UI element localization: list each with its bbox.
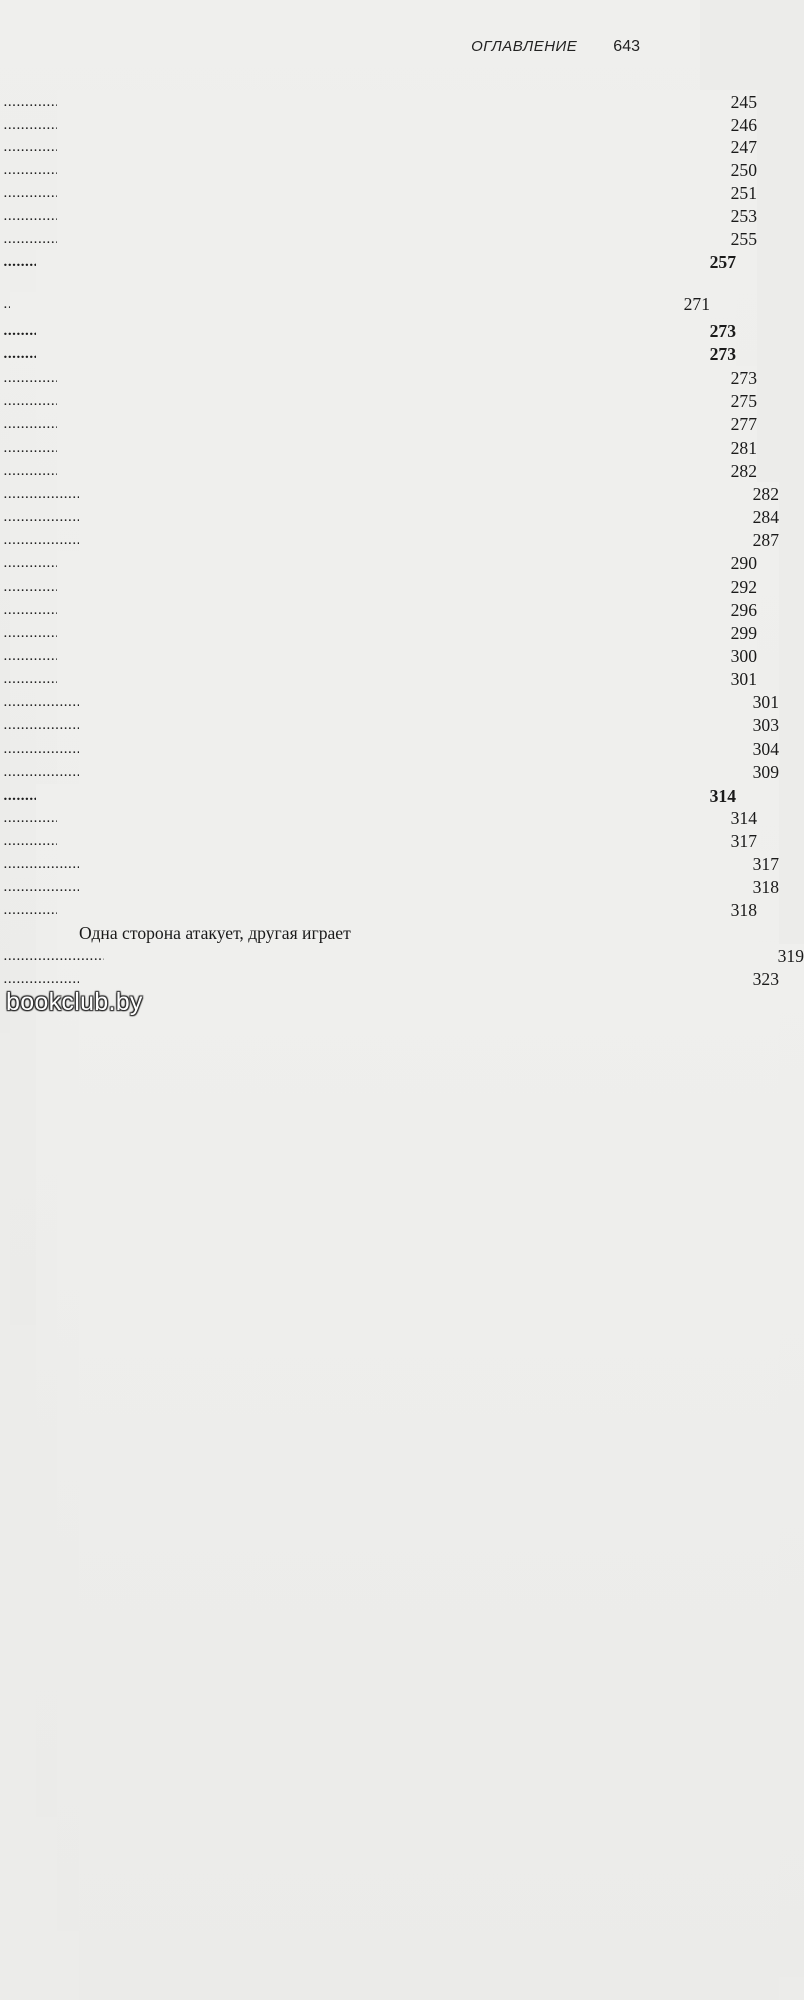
toc-entry [57, 459, 757, 483]
toc-entry [104, 944, 804, 968]
toc-entry [57, 551, 757, 575]
toc-entry [57, 366, 757, 390]
toc-entry-title-wrapped: Одна сторона атакует, другая играет [79, 923, 351, 943]
toc-entry [79, 875, 779, 899]
toc-entry-chapter [36, 250, 736, 274]
toc-entry-page: 319 [104, 944, 804, 1977]
toc-entry-page: 255 [57, 227, 757, 1260]
toc-entry-page: 246 [57, 113, 757, 1146]
toc-entry-page: 250 [57, 158, 757, 1191]
toc-entry [57, 204, 757, 228]
toc-entry-page: 301 [79, 690, 779, 1723]
toc-entry-page: 300 [57, 644, 757, 1677]
toc-entry [57, 389, 757, 413]
toc-entry [79, 967, 779, 991]
toc-entry [79, 505, 779, 529]
toc-entry-page: 318 [57, 898, 757, 1931]
toc-entry-page: 314 [57, 806, 757, 1839]
toc-entry-page: 282 [57, 459, 757, 1492]
toc-entry-page: 296 [57, 598, 757, 1631]
toc-entry-page: 290 [57, 551, 757, 1584]
toc-entry-page: 314 [36, 784, 736, 1817]
toc-entry [79, 482, 779, 506]
toc-entry-chapter [36, 342, 736, 366]
running-title: ОГЛАВЛЕНИЕ [471, 38, 578, 55]
toc-entry [57, 135, 757, 159]
watermark: bookclub.by [6, 988, 143, 1016]
toc-entry [79, 760, 779, 784]
toc-entry-page: 301 [57, 667, 757, 1700]
toc-entry-chapter [36, 319, 736, 343]
toc-entry [57, 227, 757, 251]
toc-entry-page: 304 [79, 737, 779, 1770]
toc-entry-chapter [36, 784, 736, 808]
toc-entry-page: 275 [57, 389, 757, 1422]
toc-entry [57, 829, 757, 853]
toc-entry-page: 318 [79, 875, 779, 1908]
toc-entry [79, 852, 779, 876]
toc-entry [57, 644, 757, 668]
toc-entry [79, 737, 779, 761]
running-head [471, 38, 640, 56]
toc-entry-page: 299 [57, 621, 757, 1654]
toc-entry [57, 113, 757, 137]
toc-entry-page: 257 [36, 250, 736, 1283]
toc-entry [57, 158, 757, 182]
toc-entry-page: 271 [10, 292, 710, 1325]
toc-entry-page: 317 [57, 829, 757, 1862]
toc-entry-page: 247 [57, 135, 757, 1168]
toc-entry [57, 667, 757, 691]
toc-entry-page: 309 [79, 760, 779, 1793]
toc-entry-page: 284 [79, 505, 779, 1538]
toc-entry-page: 273 [57, 366, 757, 1399]
toc-entry-page: 251 [57, 181, 757, 1214]
toc-entry-page: 245 [57, 90, 757, 1123]
toc-entry [57, 436, 757, 460]
toc-entry [57, 181, 757, 205]
toc-entry-page: 303 [79, 713, 779, 1746]
toc-entry-page: 323 [79, 967, 779, 2000]
toc-entry [79, 713, 779, 737]
toc-entry [57, 806, 757, 830]
toc-entry-page: 282 [79, 482, 779, 1515]
toc-entry [57, 90, 757, 114]
toc-entry [57, 598, 757, 622]
toc-entry-page: 281 [57, 436, 757, 1469]
toc-entry-page: 317 [79, 852, 779, 1885]
toc-entry-page: 273 [36, 319, 736, 1352]
toc-entry [57, 412, 757, 436]
toc-entry-page: 287 [79, 528, 779, 1561]
toc-entry [79, 528, 779, 552]
toc-entry [57, 898, 757, 922]
toc-entry [57, 621, 757, 645]
toc-entry-part [10, 292, 710, 316]
toc-entry-page: 292 [57, 575, 757, 1608]
toc-entry [57, 575, 757, 599]
running-page-number: 643 [613, 38, 640, 55]
toc-entry-page: 253 [57, 204, 757, 1237]
toc-entry-page: 273 [36, 342, 736, 1375]
toc-entry [79, 690, 779, 714]
toc-entry-page: 277 [57, 412, 757, 1445]
